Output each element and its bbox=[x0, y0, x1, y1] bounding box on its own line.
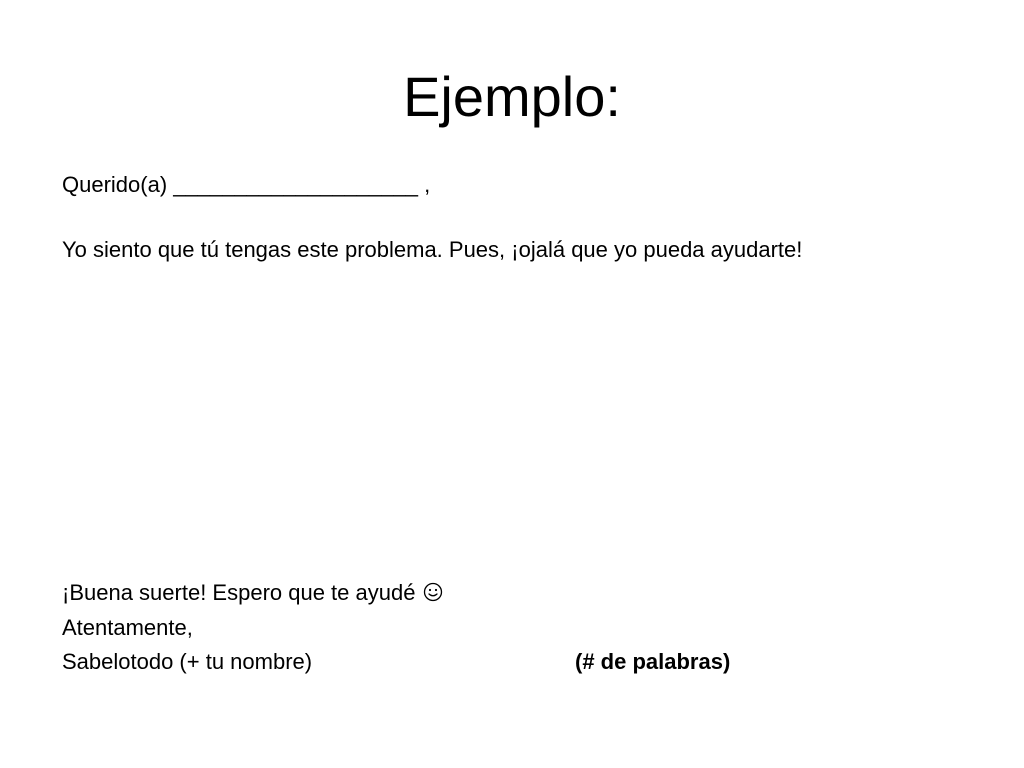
letter-valediction: Atentamente, bbox=[62, 615, 193, 640]
slide-title: Ejemplo: bbox=[403, 65, 621, 128]
letter-body: Yo siento que tú tengas este problema. Pues, ¡ojalá que yo pueda ayudarte! bbox=[62, 237, 803, 262]
word-count-note: (# de palabras) bbox=[575, 649, 731, 674]
letter-greeting: Querido(a) ____________________ , bbox=[62, 172, 431, 197]
closing-wish-text: ¡Buena suerte! Espero que te ayudé bbox=[62, 580, 416, 605]
smiley-face-icon bbox=[423, 582, 443, 602]
letter-signature: Sabelotodo (+ tu nombre) bbox=[62, 649, 313, 674]
letter-closing-wish bbox=[62, 578, 443, 608]
